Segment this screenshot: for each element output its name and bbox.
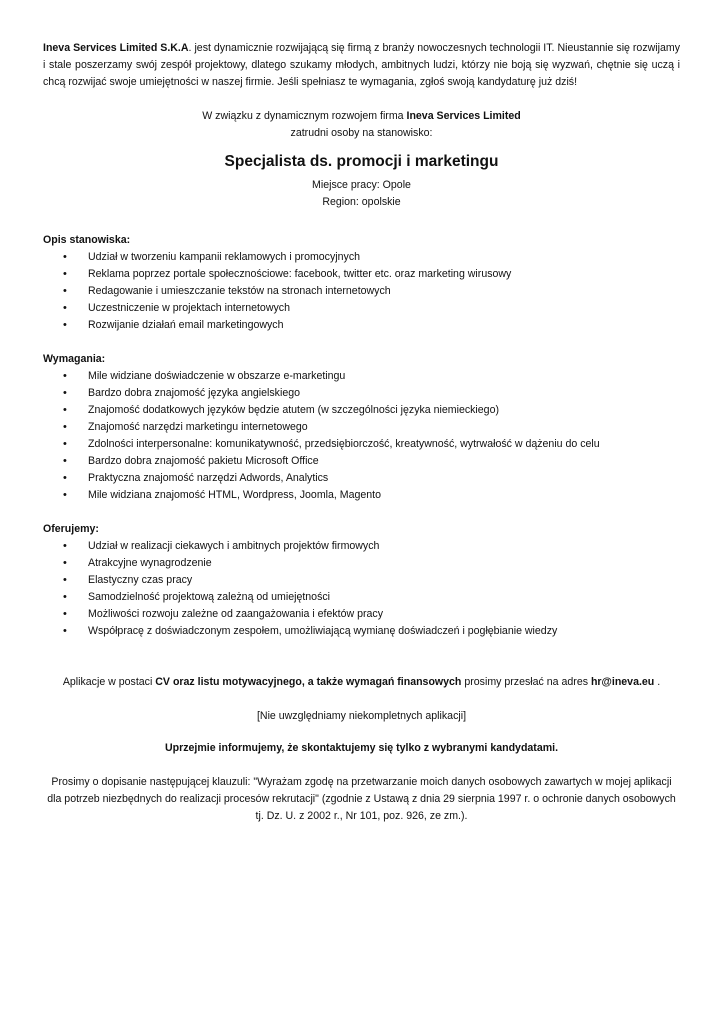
description-heading: Opis stanowiska:	[43, 234, 131, 246]
application-email: hr@ineva.eu	[590, 676, 655, 688]
job-posting-document	[43, 40, 680, 825]
list-item: • Elastyczny czas pracy	[43, 572, 680, 589]
announcement-line-2: zatrudni osoby na stanowisko:	[290, 127, 433, 139]
list-item: • Bardzo dobra znajomość pakietu Microsoft Office	[43, 453, 680, 470]
list-item: • Zdolności interpersonalne: komunikatywność, przedsiębiorczość, kreatywność, wytrwałość w dążeniu do celu	[43, 436, 680, 453]
list-item: • Rozwijanie działań email marketingowych	[43, 317, 680, 334]
list-item: • Bardzo dobra znajomość języka angielskiego	[43, 385, 680, 402]
announcement-line-1	[43, 108, 680, 125]
job-region: Region: opolskie	[322, 196, 401, 208]
list-item: • Znajomość narzędzi marketingu internetowego	[43, 419, 680, 436]
intro-text: . jest dynamicznie rozwijającą się firmą z branży nowoczesnych technologii IT. Nieustannie się rozwijamy i stale poszerzamy swój zespół projektowy, dlatego szukamy młodych, ambitnych ludzi, którzy nie boją się wyzwań, chętnie się uczą i chcą rozwijać swoje umiejętności w naszej firmie. Jeśli spełniasz te wymagania, zgłoś swoją kandydaturę już dziś!	[43, 42, 680, 88]
list-item: • Atrakcyjne wynagrodzenie	[43, 555, 680, 572]
announcement	[43, 108, 680, 142]
job-location: Miejsce pracy: Opole	[312, 179, 411, 191]
intro-paragraph	[43, 40, 680, 91]
intro-company-name: Ineva Services Limited S.K.A	[43, 42, 189, 54]
list-item: • Mile widziana znajomość HTML, Wordpress, Joomla, Magento	[43, 487, 680, 504]
incomplete-applications-note: [Nie uwzględniamy niekompletnych aplikacji]	[256, 710, 467, 722]
list-item: • Udział w tworzeniu kampanii reklamowych i promocyjnych	[43, 249, 680, 266]
data-processing-clause: Prosimy o dopisanie następującej klauzuli: "Wyrażam zgodę na przetwarzanie moich danych osobowych zawartych w mojej aplikacji dla potrzeb niezbędnych do realizacji procesów rekrutacji" (zgodnie z Ustawą z dnia 29 sierpnia 1997 r. o ochronie danych osobowych tj. Dz. U. z 2002 r., Nr 101, poz. 926, ze zm.).	[47, 776, 676, 822]
application-middle: prosimy przesłać na adres	[461, 676, 591, 688]
list-item: • Reklama poprzez portale społecznościowe: facebook, twitter etc. oraz marketing wirusowy	[43, 266, 680, 283]
requirements-heading: Wymagania:	[43, 353, 106, 365]
announcement-prefix: W związku z dynamicznym rozwojem firma	[202, 110, 407, 122]
list-item: • Mile widziane doświadczenie w obszarze e-marketingu	[43, 368, 680, 385]
list-item: • Udział w realizacji ciekawych i ambitnych projektów firmowych	[43, 538, 680, 555]
requirements-list	[43, 368, 680, 504]
application-instructions	[43, 674, 680, 691]
list-item: • Współpracę z doświadczonym zespołem, umożliwiającą wymianę doświadczeń i pogłębianie wiedzy	[43, 623, 680, 640]
list-item: • Samodzielność projektową zależną od umiejętności	[43, 589, 680, 606]
list-item: • Redagowanie i umieszczanie tekstów na stronach internetowych	[43, 283, 680, 300]
application-suffix: .	[654, 676, 661, 688]
offer-list	[43, 538, 680, 640]
application-prefix: Aplikacje w postaci	[62, 676, 156, 688]
list-item: • Możliwości rozwoju zależne od zaangażowania i efektów pracy	[43, 606, 680, 623]
offer-heading: Oferujemy:	[43, 523, 99, 535]
list-item: • Praktyczna znajomość narzędzi Adwords, Analytics	[43, 470, 680, 487]
application-documents: CV oraz listu motywacyjnego, a także wymagań finansowych	[155, 676, 462, 688]
announcement-company: Ineva Services Limited	[406, 110, 521, 122]
contact-note: Uprzejmie informujemy, że skontaktujemy się tylko z wybranymi kandydatami.	[164, 742, 559, 754]
job-title: Specjalista ds. promocji i marketingu	[224, 153, 499, 170]
description-list	[43, 249, 680, 334]
list-item: • Znajomość dodatkowych języków będzie atutem (w szczególności języka niemieckiego)	[43, 402, 680, 419]
list-item: • Uczestniczenie w projektach internetowych	[43, 300, 680, 317]
